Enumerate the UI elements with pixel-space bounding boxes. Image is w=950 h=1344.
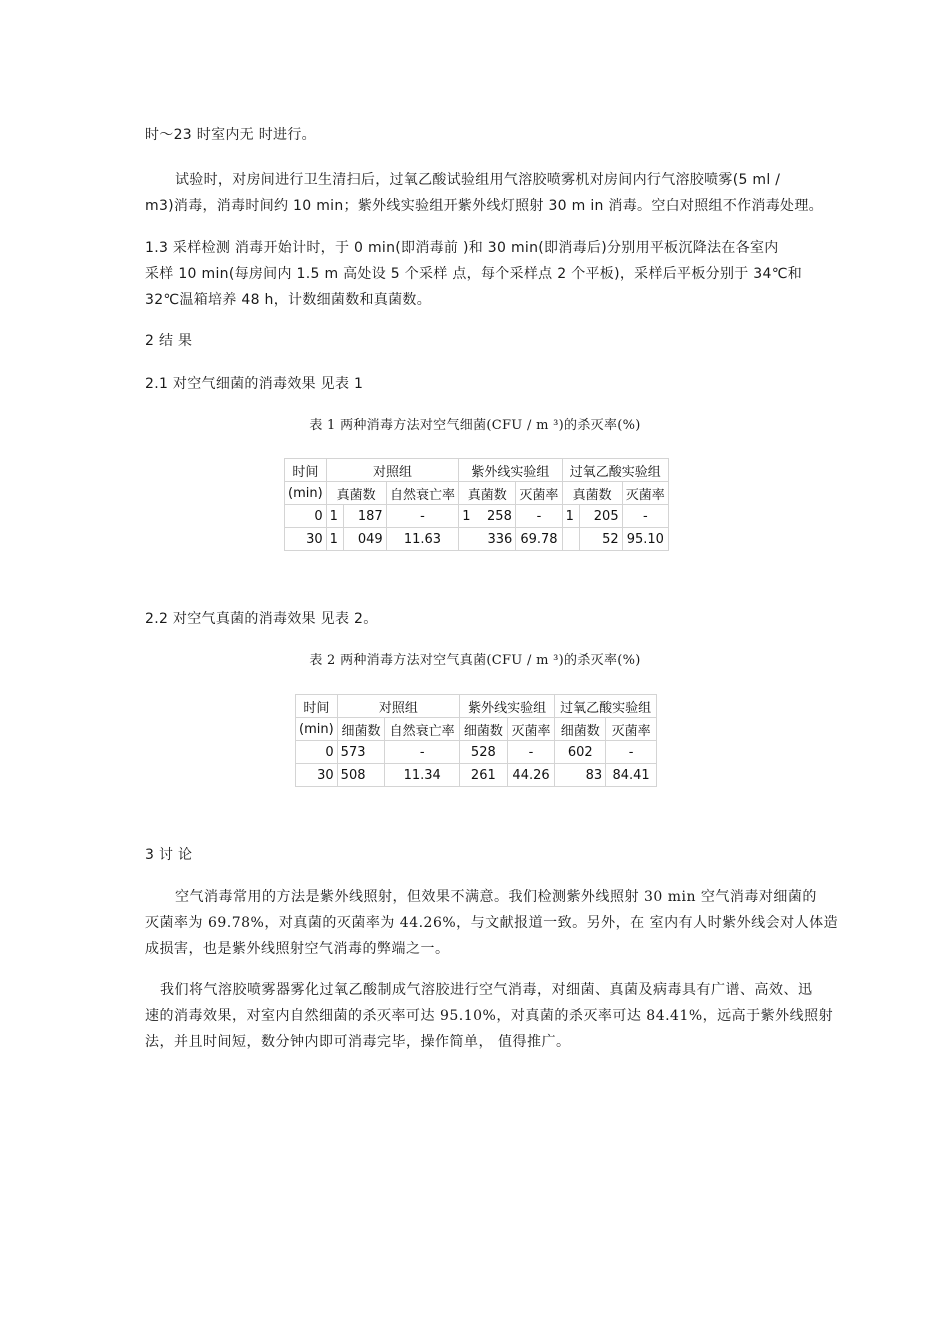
table-cell: - [507, 741, 555, 764]
table-header-cell: 时间 [296, 695, 338, 718]
paragraph-line: 成损害，也是紫外线照射空气消毒的弊端之一。 [145, 941, 450, 957]
table-header-cell: 灭菌率 [507, 718, 555, 741]
table-row [296, 741, 657, 764]
paragraph-line: 我们将气溶胶喷雾器雾化过氧乙酸制成气溶胶进行空气消毒，对细菌、真菌及病毒具有广谱、高效、迅 [160, 982, 813, 998]
table2-caption: 表 2 两种消毒方法对空气真菌(CFU / m ³)的杀灭率(%) [309, 653, 641, 668]
table-header-cell: (min) [296, 718, 338, 741]
table-cell [562, 528, 579, 551]
table-header-cell: 自然衰亡率 [385, 718, 460, 741]
table-cell: 11.63 [386, 528, 459, 551]
paragraph-line: 空气消毒常用的方法是紫外线照射，但效果不满意。我们检测紫外线照射 30 min 空气消毒对细菌的 [175, 889, 817, 905]
table-cell: 69.78 [516, 528, 562, 551]
table-cell: 049 [343, 528, 386, 551]
table-cell: 52 [579, 528, 622, 551]
table-header-cell: 真菌数 [459, 482, 516, 505]
table-header-cell: 对照组 [326, 459, 459, 482]
paragraph-line: 32℃温箱培养 48 h，计数细菌数和真菌数。 [145, 292, 432, 308]
table-cell: - [622, 505, 668, 528]
table-cell: 205 [579, 505, 622, 528]
table-cell: 187 [343, 505, 386, 528]
table-header-cell: 真菌数 [326, 482, 386, 505]
table-cell: 602 [555, 741, 606, 764]
table-cell: 261 [460, 764, 508, 787]
table-cell: 0 [285, 505, 327, 528]
table-cell: 84.41 [606, 764, 657, 787]
table-cell: 30 [285, 528, 327, 551]
table-cell: 1 258 [459, 505, 516, 528]
table-cell: 30 [296, 764, 338, 787]
table1 [284, 458, 669, 551]
table-cell: 508 [337, 764, 385, 787]
table-header-cell: 过氧乙酸实验组 [555, 695, 657, 718]
paragraph-line: 速的消毒效果，对室内自然细菌的杀灭率可达 95.10%，对真菌的杀灭率可达 84.41%，远高于紫外线照射 [145, 1008, 834, 1024]
table-cell: 1 [562, 505, 579, 528]
table-cell: 11.34 [385, 764, 460, 787]
paragraph-line: 试验时，对房间进行卫生清扫后，过氧乙酸试验组用气溶胶喷雾机对房间内行气溶胶喷雾(5 ml / [175, 172, 781, 188]
table-header-cell: 自然衰亡率 [386, 482, 459, 505]
table-header-cell: 真菌数 [562, 482, 622, 505]
table-header-cell: 对照组 [337, 695, 459, 718]
table-header-cell: 细菌数 [555, 718, 606, 741]
table-cell: 44.26 [507, 764, 555, 787]
table2 [295, 694, 657, 787]
section-heading-1-3: 1.3 采样检测 消毒开始计时，于 0 min(即消毒前 )和 30 min(即消毒后)分别用平板沉降法在各室内 [145, 240, 779, 256]
table-cell: - [386, 505, 459, 528]
table-header-cell: 细菌数 [337, 718, 385, 741]
section-heading-2-2: 2.2 对空气真菌的消毒效果 见表 2。 [145, 611, 378, 627]
table-cell: 1 [326, 505, 343, 528]
table-header-cell: 灭菌率 [606, 718, 657, 741]
table-cell: - [516, 505, 562, 528]
paragraph-line: 采样 10 min(每房间内 1.5 m 高处设 5 个采样 点，每个采样点 2 个平板)，采样后平板分别于 34℃和 [145, 266, 803, 282]
table-cell: 95.10 [622, 528, 668, 551]
table-cell: 1 [326, 528, 343, 551]
table-row [285, 528, 669, 551]
table-header-cell: 时间 [285, 459, 327, 482]
table-cell: 528 [460, 741, 508, 764]
table-cell: 573 [337, 741, 385, 764]
table-row [285, 505, 669, 528]
paragraph-line: 法，并且时间短，数分钟内即可消毒完毕，操作简单， 值得推广。 [145, 1034, 571, 1050]
table-header-cell: 灭菌率 [622, 482, 668, 505]
table-header-cell: 紫外线实验组 [460, 695, 555, 718]
table-header-cell: 灭菌率 [516, 482, 562, 505]
table-header-cell: 紫外线实验组 [459, 459, 562, 482]
section-heading-results: 2 结 果 [145, 333, 193, 349]
paragraph-line: m3)消毒，消毒时间约 10 min；紫外线实验组开紫外线灯照射 30 m in 消毒。空白对照组不作消毒处理。 [145, 198, 823, 214]
table-header-cell: 过氧乙酸实验组 [562, 459, 668, 482]
table-header-cell: (min) [285, 482, 327, 505]
table-cell: 336 [459, 528, 516, 551]
table-cell: - [606, 741, 657, 764]
table1-caption: 表 1 两种消毒方法对空气细菌(CFU / m ³)的杀灭率(%) [309, 418, 641, 433]
table-cell: 83 [555, 764, 606, 787]
section-heading-discussion: 3 讨 论 [145, 847, 193, 863]
paragraph-line: 灭菌率为 69.78%，对真菌的灭菌率为 44.26%，与文献报道一致。另外，在 室内有人时紫外线会对人体造 [145, 915, 839, 931]
table-row [296, 764, 657, 787]
table-header-cell: 细菌数 [460, 718, 508, 741]
table-cell: - [385, 741, 460, 764]
paragraph-line: 时～23 时室内无 时进行。 [145, 127, 316, 143]
section-heading-2-1: 2.1 对空气细菌的消毒效果 见表 1 [145, 376, 364, 392]
table-cell: 0 [296, 741, 338, 764]
